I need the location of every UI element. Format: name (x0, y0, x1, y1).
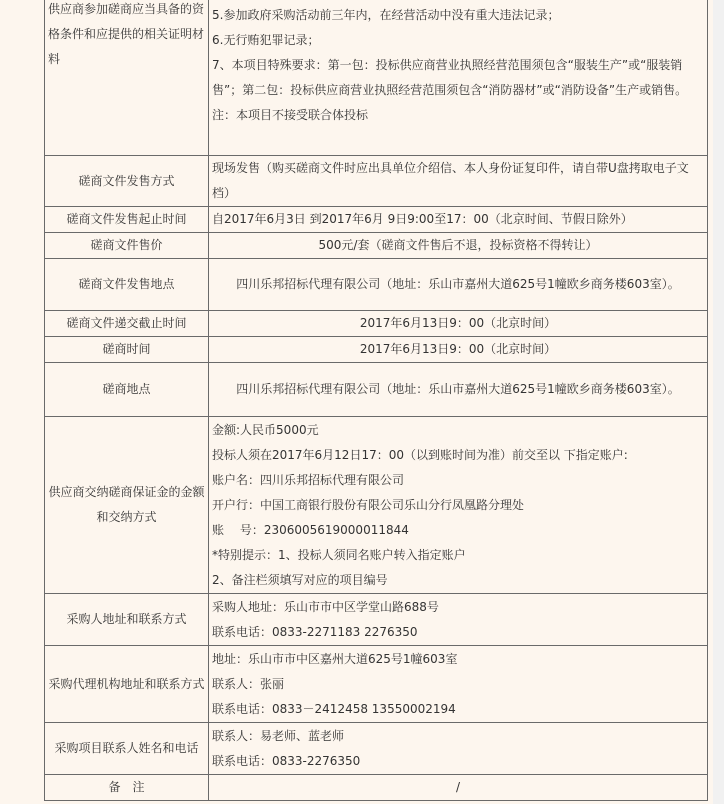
row-value-deposit (209, 417, 708, 594)
table-row-sale-period (45, 207, 708, 233)
row-value-agency-contact (209, 646, 708, 723)
row-label-deadline: 磋商文件递交截止时间 (45, 311, 209, 337)
value-line: 四川乐邦招标代理有限公司（地址：乐山市嘉州大道625号1幢欧乡商务楼603室）。 (236, 382, 680, 396)
procurement-notice-table (44, 0, 708, 801)
row-value-qualification (209, 0, 708, 156)
value-line: 现场发售（购买磋商文件时应出具单位介绍信、本人身份证复印件，请自带U盘拷取电子文档） (212, 161, 689, 200)
value-line: 账户名：四川乐邦招标代理有限公司 (212, 472, 405, 487)
row-value-negotiation-location (209, 363, 708, 417)
value-line: 账 号：2306005619000011844 (212, 522, 409, 537)
value-line: 6.无行贿犯罪记录； (212, 33, 320, 47)
value-line: 联系电话：0833-2271183 2276350 (212, 624, 418, 639)
value-line: 四川乐邦招标代理有限公司（地址：乐山市嘉州大道625号1幢欧乡商务楼603室）。 (236, 277, 680, 291)
row-label-deposit: 供应商交纳磋商保证金的金额和交纳方式 (45, 417, 209, 594)
row-label-sale-period: 磋商文件发售起止时间 (45, 207, 209, 233)
value-line: 金额:人民币5000元 (212, 422, 319, 437)
table-row-qualification (45, 0, 708, 156)
row-label-purchaser-contact: 采购人地址和联系方式 (45, 594, 209, 646)
row-label-price: 磋商文件售价 (45, 233, 209, 259)
row-value-remarks (209, 775, 708, 801)
value-line: 联系人：易老师、蓝老师 (212, 728, 345, 743)
row-label-agency-contact: 采购代理机构地址和联系方式 (45, 646, 209, 723)
row-label-negotiation-location: 磋商地点 (45, 363, 209, 417)
table-row-negotiation-time (45, 337, 708, 363)
row-label-qualification: 供应商参加磋商应当具备的资格条件和应提供的相关证明材料 (45, 0, 209, 156)
row-label-project-contact: 采购项目联系人姓名和电话 (45, 723, 209, 775)
table-row-negotiation-location (45, 363, 708, 417)
value-line: 联系电话：0833－2412458 13550002194 (212, 701, 456, 716)
value-line: 7、本项目特殊要求：第一包：投标供应商营业执照经营范围须包含“服装生产”或“服装销售”；第二包：投标供应商营业执照经营范围须包含“消防器材”或“消防设备”生产或销售。 (212, 58, 688, 97)
row-value-negotiation-time (209, 337, 708, 363)
row-label-sale-location: 磋商文件发售地点 (45, 259, 209, 311)
value-line: 5.参加政府采购活动前三年内，在经营活动中没有重大违法记录； (212, 8, 560, 22)
row-value-purchaser-contact (209, 594, 708, 646)
row-value-sale-method (209, 156, 708, 207)
row-value-project-contact (209, 723, 708, 775)
row-value-sale-period (209, 207, 708, 233)
value-line: 2017年6月13日9：00（北京时间） (359, 342, 557, 356)
value-line: 联系电话：0833-2276350 (212, 753, 361, 768)
row-value-sale-location (209, 259, 708, 311)
row-value-deadline (209, 311, 708, 337)
right-margin-strip (713, 0, 724, 804)
value-line: 自2017年6月3日 到2017年6月 9日9:00至17：00（北京时间、节假日除外） (212, 212, 633, 226)
table-row-price (45, 233, 708, 259)
value-line: 2、备注栏须填写对应的项目编号 (212, 572, 388, 587)
table-row-deposit (45, 417, 708, 594)
table-row-remarks (45, 775, 708, 801)
table-row-purchaser-contact (45, 594, 708, 646)
value-line: 地址：乐山市市中区嘉州大道625号1幢603室 (212, 651, 458, 666)
row-value-price (209, 233, 708, 259)
row-label-negotiation-time: 磋商时间 (45, 337, 209, 363)
value-line: 注：本项目不接受联合体投标 (212, 108, 369, 122)
value-line: / (455, 780, 461, 794)
row-label-remarks: 备 注 (45, 775, 209, 801)
value-line: 投标人须在2017年6月12日17：00（以到账时间为准）前交至以 下指定账户: (212, 447, 628, 462)
value-line: 2017年6月13日9：00（北京时间） (359, 316, 557, 330)
table-row-agency-contact (45, 646, 708, 723)
value-line: 联系人：张丽 (212, 676, 285, 691)
value-line: 开户行：中国工商银行股份有限公司乐山分行凤凰路分理处 (212, 497, 525, 512)
value-line: *特别提示：1、投标人须同名账户转入指定账户 (212, 547, 466, 562)
value-line: 采购人地址：乐山市市中区学堂山路688号 (212, 599, 439, 614)
table-row-sale-location (45, 259, 708, 311)
table-row-project-contact (45, 723, 708, 775)
table-row-deadline (45, 311, 708, 337)
table-row-sale-method (45, 156, 708, 207)
row-label-sale-method: 磋商文件发售方式 (45, 156, 209, 207)
value-line: 500元/套（磋商文件售后不退，投标资格不得转让） (318, 238, 598, 252)
